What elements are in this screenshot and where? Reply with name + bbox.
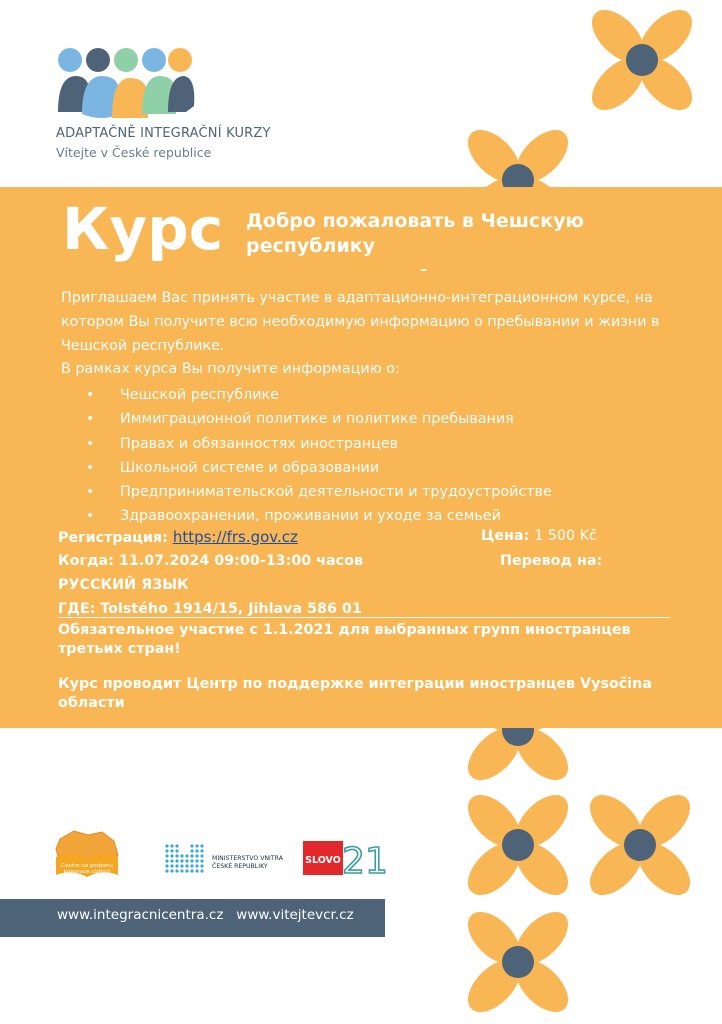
price-label: Цена: <box>481 528 530 544</box>
slovo-text: SLOVO <box>305 855 341 866</box>
centre-logo-line-1: Centre na podporu <box>61 863 113 869</box>
ministry-dot <box>180 864 183 867</box>
ministry-dot <box>190 849 193 852</box>
price-row <box>481 528 597 544</box>
ministry-dot <box>165 859 168 862</box>
flower-center <box>624 829 656 861</box>
ministry-dot <box>170 849 173 852</box>
brand-subtitle: Vítejte v České republice <box>56 145 212 160</box>
flower-center <box>502 829 534 861</box>
mandatory-notice: Обязательное участие с 1.1.2021 для выбранных групп иностранцев третьих стран! <box>58 622 631 657</box>
registration-link[interactable]: https://frs.gov.cz <box>172 528 298 546</box>
ministry-dot <box>195 844 198 847</box>
list-item: • Чешской республике <box>86 383 646 407</box>
ministry-dot <box>185 859 188 862</box>
ministry-dot <box>175 844 178 847</box>
logo-person-2-head <box>86 48 110 72</box>
translation-language: РУССКИЙ ЯЗЫК <box>58 577 189 593</box>
ministry-dot <box>180 854 183 857</box>
intro-topics-lead: В рамках курса Вы получите информацию о: <box>61 361 400 378</box>
list-item: • Школьной системе и образовании <box>86 456 646 480</box>
list-item: • Правах и обязанностях иностранцев <box>86 432 646 456</box>
ministry-dot <box>170 854 173 857</box>
ministry-dot <box>200 844 203 847</box>
ministry-dot <box>185 864 188 867</box>
flower <box>459 786 578 905</box>
flower <box>583 1 702 120</box>
price-value: 1 500 Kč <box>534 528 597 544</box>
logo-person-3-head <box>114 48 138 72</box>
ministry-emblem-icon <box>165 844 203 872</box>
ministry-dot <box>180 869 183 872</box>
ministry-dot <box>195 869 198 872</box>
hero-title: Курс <box>62 195 224 263</box>
ministry-dot <box>175 849 178 852</box>
ministry-dot <box>190 844 193 847</box>
ministry-dot <box>165 869 168 872</box>
logo-person-4-head <box>142 48 166 72</box>
footer-urls: www.integracnicentra.cz www.vitejtevcr.cz <box>57 907 354 923</box>
ministry-dot <box>165 854 168 857</box>
logo-person-1-head <box>58 48 82 72</box>
venue-address: ГДЕ: Tolstého 1914/15, Jihlava 586 01 <box>58 601 670 618</box>
flower <box>581 786 700 905</box>
ministry-dot <box>165 864 168 867</box>
ministry-logo-line-1: MINISTERSTVO VNITRA <box>212 855 283 862</box>
centre-logo-line-2: integrace cizinců <box>63 869 111 875</box>
ministry-logo <box>164 840 294 878</box>
ministry-dot <box>200 849 203 852</box>
flower-center <box>502 946 534 978</box>
ministry-dot <box>190 869 193 872</box>
ministry-dot <box>195 864 198 867</box>
hero-dash: – <box>420 262 427 278</box>
ministry-dot <box>175 864 178 867</box>
date-time: Когда: 11.07.2024 09:00-13:00 часов <box>58 553 364 569</box>
ministry-dot <box>185 869 188 872</box>
ministry-dot <box>170 864 173 867</box>
flower <box>459 903 578 1022</box>
list-item: • Иммиграционной политике и политике пребывания <box>86 407 646 431</box>
ministry-dot <box>195 849 198 852</box>
ministry-dot <box>175 859 178 862</box>
ministry-dot <box>165 844 168 847</box>
brand-title: ADAPTAČNĚ INTEGRAČNÍ KURZY <box>56 126 271 141</box>
organizer-notice: Курс проводит Центр по поддержке интеграции иностранцев Vysočina области <box>58 676 652 711</box>
ministry-logo-line-2: ČESKÉ REPUBLIKY <box>212 863 268 870</box>
ministry-dot <box>175 869 178 872</box>
ministry-dot <box>180 859 183 862</box>
adaptation-courses-logo <box>56 46 196 122</box>
ministry-dot <box>170 859 173 862</box>
list-item: • Предпринимательской деятельности и трудоустройстве <box>86 480 646 504</box>
ministry-dot <box>200 854 203 857</box>
slovo21-logo <box>303 837 389 879</box>
ministry-dot <box>200 864 203 867</box>
ministry-dot <box>190 854 193 857</box>
integration-centre-logo <box>52 827 122 879</box>
registration-label: Регистрация: <box>58 530 168 546</box>
ministry-dot <box>200 859 203 862</box>
ministry-dot <box>190 864 193 867</box>
ministry-dot <box>185 854 188 857</box>
intro-text <box>61 287 671 382</box>
ministry-dot <box>170 869 173 872</box>
intro-paragraph: Приглашаем Вас принять участие в адаптационно-интеграционном курсе, на котором Вы получите всю необходимую информацию о пребывании и жизни в Чешской республике. <box>61 290 660 354</box>
ministry-dot <box>195 854 198 857</box>
topics-list <box>86 383 646 529</box>
ministry-dot <box>170 844 173 847</box>
registration-row <box>58 528 298 546</box>
ministry-dot <box>190 859 193 862</box>
hero-subtitle: Добро пожаловать в Чешскую республику <box>246 210 584 257</box>
ministry-dot <box>200 869 203 872</box>
translation-label: Перевод на: <box>500 553 603 569</box>
flower-center <box>626 44 658 76</box>
slovo-number: 21 <box>342 841 388 879</box>
ministry-dot <box>165 849 168 852</box>
list-item: • Здравоохранении, проживании и уходе за семьей <box>86 504 646 528</box>
ministry-dot <box>175 854 178 857</box>
logo-person-5-head <box>168 48 192 72</box>
ministry-dot <box>195 859 198 862</box>
